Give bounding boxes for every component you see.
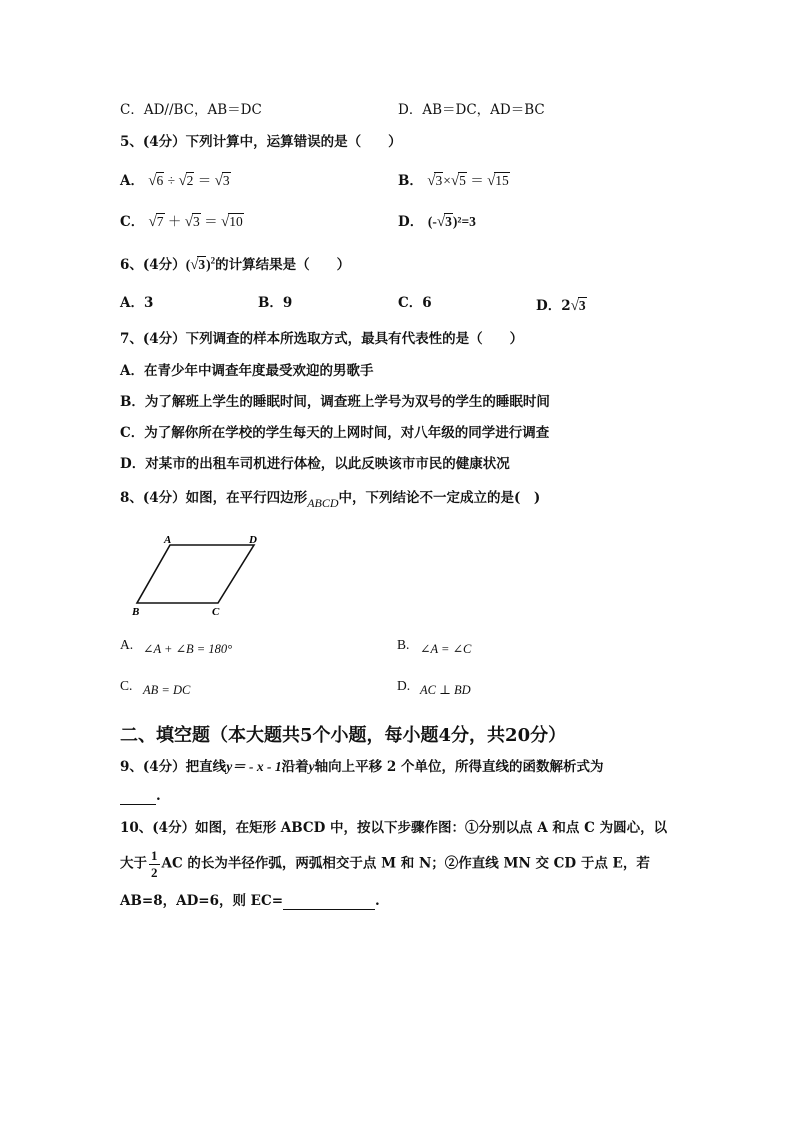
q8-option-c-label: C. — [120, 678, 133, 693]
q7-option-d: D．对某市的出租车司机进行体检，以此反映该市市民的健康状况 — [120, 456, 510, 472]
q6-option-a: A．3 — [120, 295, 154, 311]
q8-option-b-expr: ∠A = ∠C — [420, 642, 472, 656]
q4-option-d: D．AB＝DC，AD＝BC — [398, 102, 545, 118]
q5-option-b: B． √3×√5 ＝ √15 — [398, 173, 509, 189]
q10-line3: AB=8，AD=6，则 EC= . — [120, 893, 380, 909]
q5-stem: 5、(4分）下列计算中，运算错误的是（ ） — [120, 134, 402, 150]
q5-option-c: C． √7 ＋ √3 ＝ √10 — [120, 214, 243, 230]
fraction-one-half: $\frac{1}{2}$ — [151, 848, 158, 880]
q8-option-d-label: D. — [397, 678, 411, 693]
q6-stem: 6、(4分）$(√3)^2$的计算结果是（ ） — [120, 255, 351, 273]
q6-option-c: C．6 — [398, 295, 432, 311]
q6-option-d: D．2√3 — [536, 298, 586, 314]
vertex-c-label: C — [212, 606, 220, 618]
q10-blank[interactable] — [283, 895, 375, 910]
q7-option-c: C．为了解你所在学校的学生每天的上网时间，对八年级的同学进行调查 — [120, 425, 550, 441]
q7-option-b: B．为了解班上学生的睡眠时间，调查班上学号为双号的学生的睡眠时间 — [120, 394, 550, 410]
vertex-a-label: A — [164, 534, 172, 546]
q5-option-d: D． (-√3)²=3 — [398, 214, 476, 230]
q8-option-b-label: B. — [397, 637, 410, 652]
q8-option-c-expr: AB = DC — [143, 683, 191, 697]
q9-answer-line: . — [120, 790, 161, 805]
q8-stem: 8、(4分）如图，在平行四边形ABCD中，下列结论不一定成立的是( ) — [120, 490, 541, 510]
parallelogram-figure — [128, 530, 268, 620]
q8-option-d-expr: AC ⊥ BD — [420, 683, 471, 697]
q7-stem: 7、(4分）下列调查的样本所选取方式，最具有代表性的是（ ） — [120, 331, 524, 347]
q8-option-a-expr: ∠A + ∠B = 180° — [143, 642, 233, 656]
q10-line2: 大于 $\frac{1}{2}$ AC 的长为半径作弧，两弧相交于点 M 和 N；②作直线 MN 交 CD 于点 E，若 — [120, 848, 650, 880]
q8-option-a-label: A. — [120, 637, 134, 652]
q10-line1: 10、(4分）如图，在矩形 ABCD 中，按以下步骤作图：①分别以点 A 和点 C 为圆心，以 — [120, 820, 668, 836]
q5-option-a: A． √6 ÷ √2 ＝ √3 — [120, 173, 230, 189]
q4-option-c: C．AD//BC，AB＝DC — [120, 102, 262, 118]
q9-stem: 9、(4分）把直线y＝ - x - 1沿着y轴向上平移 2 个单位，所得直线的函数解析式为 — [120, 759, 604, 775]
q7-option-a: A．在青少年中调查年度最受欢迎的男歌手 — [120, 363, 374, 379]
q9-blank[interactable] — [120, 790, 156, 805]
q6-option-b: B．9 — [258, 295, 293, 311]
section-2-title: 二、填空题（本大题共5个小题，每小题4分，共20分） — [120, 725, 567, 746]
vertex-b-label: B — [132, 606, 140, 618]
parallelogram-shape — [137, 545, 254, 603]
vertex-d-label: D — [249, 534, 257, 546]
